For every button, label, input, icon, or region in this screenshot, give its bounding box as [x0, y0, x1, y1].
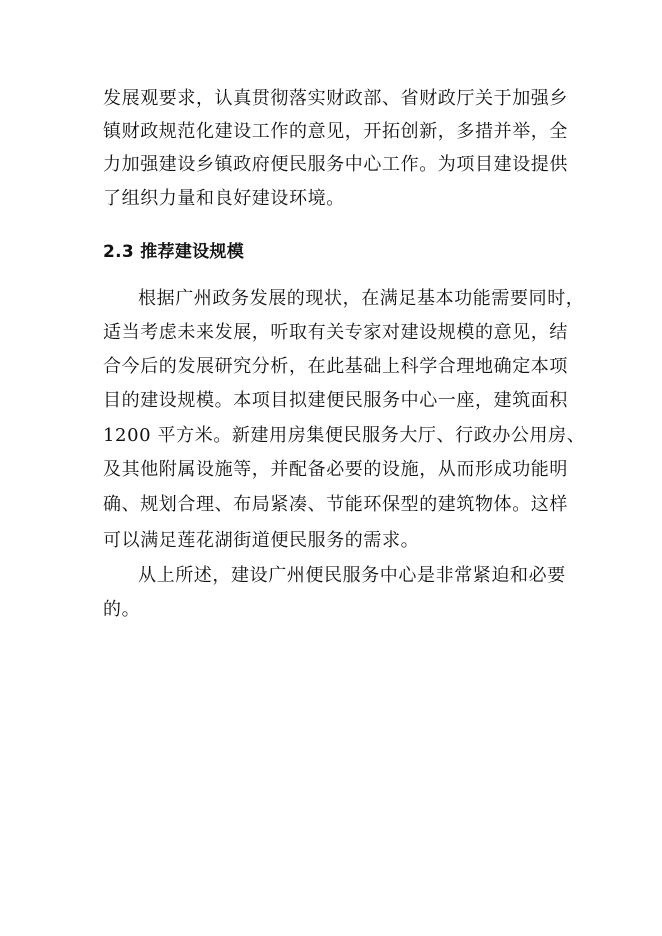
scale-paragraph-line-2: 适当考虑未来发展，听取有关专家对建设规模的意见，结 — [103, 322, 568, 343]
scale-paragraph-line-5: 1200 平方米。新建用房集便民服务大厅、行政办公用房、 — [103, 425, 586, 446]
conclusion-paragraph-line-1: 从上所述，建设广州便民服务中心是非常紧迫和必要 — [138, 565, 566, 586]
intro-paragraph-line-4: 了组织力量和良好建设环境。 — [103, 188, 345, 209]
scale-paragraph-line-8: 可以满足莲花湖街道便民服务的需求。 — [103, 530, 420, 551]
scale-paragraph-line-6: 及其他附属设施等，并配备必要的设施，从而形成功能明 — [103, 459, 568, 480]
scale-paragraph-line-1: 根据广州政务发展的现状，在满足基本功能需要同时， — [138, 288, 585, 309]
intro-paragraph-line-2: 镇财政规范化建设工作的意见，开拓创新，多措并举，全 — [103, 121, 568, 142]
intro-paragraph-line-3: 力加强建设乡镇政府便民服务中心工作。为项目建设提供 — [103, 154, 568, 175]
scale-paragraph-line-3: 合今后的发展研究分析，在此基础上科学合理地确定本项 — [103, 356, 568, 377]
intro-paragraph-line-1: 发展观要求，认真贯彻落实财政部、省财政厅关于加强乡 — [103, 88, 568, 109]
section-heading: 2.3 推荐建设规模 — [103, 242, 245, 262]
conclusion-paragraph-line-2: 的。 — [103, 599, 141, 620]
scale-paragraph-line-7: 确、规划合理、布局紧凑、节能环保型的建筑物体。这样 — [103, 494, 568, 515]
scale-paragraph-line-4: 目的建设规模。本项目拟建便民服务中心一座，建筑面积 — [103, 390, 568, 411]
